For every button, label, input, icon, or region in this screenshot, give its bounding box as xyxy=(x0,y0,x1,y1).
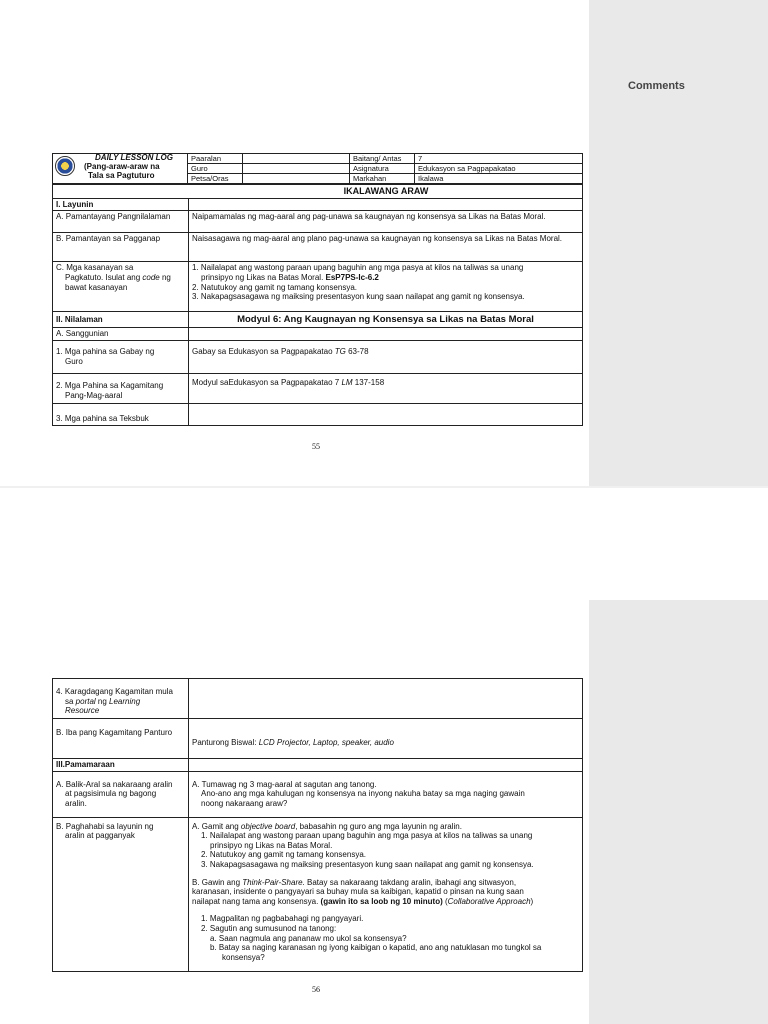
pamantayang-pangnilalaman-value[interactable]: Naipamamalas ng mag-aaral ang pag-unawa sa kaugnayan ng konsensya sa Likas na Batas Moral. xyxy=(189,211,583,233)
teacher-label: Guro xyxy=(188,164,243,174)
teacher-value[interactable] xyxy=(243,164,350,174)
log-title-line1: DAILY LESSON LOG xyxy=(95,153,173,162)
paghahabi-b-3a: nailapat nang tama ang konsensya. xyxy=(192,896,321,906)
gabay-guro-value[interactable] xyxy=(189,340,583,373)
karagdagang-kagamitan-value[interactable] xyxy=(189,679,583,719)
pamantayan-pagganap-label: B. Pamantayan sa Pagganap xyxy=(53,233,189,262)
teksbuk-label: 3. Mga pahina sa Teksbuk xyxy=(53,403,189,425)
balik-aral-line3: noong nakaraang araw? xyxy=(201,798,288,808)
log-title-line3: Tala sa Pagtuturo xyxy=(88,170,155,180)
kagamitang-mag-aaral-label xyxy=(53,373,189,403)
paghahabi-b-think-pair-share: Think-Pair-Share. xyxy=(242,877,305,887)
comment-pane-page-1 xyxy=(589,0,768,486)
paghahabi-a-item1: 1. Nailalapat ang wastong paraan upang baguhin ang mga pasya at kilos na taliwas sa unang xyxy=(201,831,533,841)
logo-title-cell xyxy=(53,154,188,184)
paghahabi-c-q-b-cont: konsensya? xyxy=(222,952,265,962)
competency-code: EsP7PS-Ic-6.2 xyxy=(325,272,379,282)
grade-label: Baitang/ Antas xyxy=(350,154,415,164)
log-title-line2: (Pang-araw-araw na xyxy=(84,161,160,171)
quarter-value[interactable]: Ikalawa xyxy=(415,174,583,184)
kasanayan-item3: 3. Nakapagsasagawa ng maiksing presentasyon kung saan nailapat ang gamit ng konsensya. xyxy=(192,292,525,302)
date-value[interactable] xyxy=(243,174,350,184)
paghahabi-label-line2: aralin at pagganyak xyxy=(65,831,135,841)
karagdagang-label-portal: portal xyxy=(75,696,96,706)
kagamitang-value-lm: LM xyxy=(341,377,353,387)
log-title xyxy=(84,154,184,180)
balik-aral-line1: A. Tumawag ng 3 mag-aaral at sagutan ang tanong. xyxy=(192,779,377,789)
paghahabi-a-1a: A. Gamit ang xyxy=(192,821,241,831)
page-number-2: 56 xyxy=(312,985,320,994)
gabay-guro-label-line2: Guro xyxy=(65,356,83,366)
grade-value[interactable]: 7 xyxy=(415,154,583,164)
karagdagang-label-ng: ng xyxy=(95,696,110,706)
subject-value[interactable]: Edukasyon sa Pagpapakatao xyxy=(415,164,583,174)
panturong-biswal-items: LCD Projector, Laptop, speaker, audio xyxy=(258,738,394,747)
day-title: IKALAWANG ARAW xyxy=(53,185,583,199)
kagamitang-value-pages: 137-158 xyxy=(352,377,385,387)
kasanayan-label-code-word: code xyxy=(142,272,160,282)
paghahabi-value[interactable] xyxy=(189,817,583,971)
kasanayan-item2: 2. Natutukoy ang gamit ng tamang konsensya. xyxy=(192,282,357,292)
kasanayan-label-line1: C. Mga kasanayan sa xyxy=(56,263,134,273)
kasanayan-label-line3: bawat kasanayan xyxy=(65,282,128,292)
teksbuk-value[interactable] xyxy=(189,403,583,425)
kagamitang-value-a: Modyul saEdukasyon sa Pagpapakatao 7 xyxy=(192,377,342,387)
page-separator xyxy=(0,486,768,488)
karagdagang-kagamitan-label xyxy=(53,679,189,719)
kasanayan-label xyxy=(53,262,189,312)
kasanayan-value[interactable] xyxy=(189,262,583,312)
section-pamamaraan-blank xyxy=(189,759,583,772)
paghahabi-label xyxy=(53,817,189,971)
kasanayan-label-line2a: Pagkatuto. Isulat ang xyxy=(65,272,143,282)
balik-aral-value[interactable] xyxy=(189,771,583,817)
kasanayan-item1: 1. Nailalapat ang wastong paraan upang baguhin ang mga pasya at kilos na taliwas sa unang xyxy=(192,263,524,273)
balik-aral-label-line3: aralin. xyxy=(65,798,87,808)
gabay-guro-value-a: Gabay sa Edukasyon sa Pagpapakatao xyxy=(192,346,335,356)
kagamitang-mag-aaral-value[interactable] xyxy=(189,373,583,403)
balik-aral-label-line1: A. Balik-Aral sa nakaraang aralin xyxy=(56,779,173,789)
kagamitang-label-line2: Pang-Mag-aaral xyxy=(65,390,123,400)
comments-label: Comments xyxy=(628,80,685,92)
header-table xyxy=(52,153,583,184)
panturong-biswal-label: Panturong Biswal: xyxy=(192,738,259,747)
paghahabi-b-1a: B. Gawin ang xyxy=(192,877,243,887)
sanggunian-label: A. Sanggunian xyxy=(53,328,189,341)
kasanayan-label-line2c: ng xyxy=(159,272,171,282)
deped-seal-icon xyxy=(55,156,75,176)
karagdagang-label-sa: sa xyxy=(65,696,76,706)
gabay-guro-value-pages: 63-78 xyxy=(345,346,369,356)
module-title: Modyul 6: Ang Kaugnayan ng Konsensya sa Likas na Batas Moral xyxy=(189,312,583,328)
paghahabi-b-time: (gawin ito sa loob ng 10 minuto) xyxy=(320,896,443,906)
section-pamamaraan-heading: III.Pamamaraan xyxy=(53,759,189,772)
gabay-guro-label xyxy=(53,340,189,373)
sanggunian-blank xyxy=(189,328,583,341)
section-layunin-blank xyxy=(189,198,583,211)
pamantayang-pangnilalaman-label: A. Pamantayang Pangnilalaman xyxy=(53,211,189,233)
paghahabi-a-item2: 2. Natutukoy ang gamit ng tamang konsensya. xyxy=(201,850,366,860)
paghahabi-a-objective-board: objective board xyxy=(240,821,296,831)
lesson-table-page-1 xyxy=(52,184,583,426)
school-label: Paaralan xyxy=(188,154,243,164)
paghahabi-b-3c: ( xyxy=(442,896,448,906)
kagamitang-label-line1: 2. Mga Pahina sa Kagamitang xyxy=(56,380,164,390)
paghahabi-c-item1: 1. Magpalitan ng pagbabahagi ng pangyayari. xyxy=(201,914,364,924)
page-number-1: 55 xyxy=(312,442,320,451)
balik-aral-line2: Ano-ano ang mga kahulugan ng konsensya na inyong nakuha batay sa mga naging gawain xyxy=(201,789,525,799)
comment-pane-page-2 xyxy=(589,600,768,1024)
iba-pang-kagamitan-label: B. Iba pang Kagamitang Panturo xyxy=(53,719,189,759)
paghahabi-label-line1: B. Paghahabi sa layunin ng xyxy=(56,821,154,831)
paghahabi-b-approach: Collaborative Approach xyxy=(447,896,531,906)
paghahabi-a-1c: , babasahin ng guro ang mga layunin ng aralin. xyxy=(295,821,462,831)
paghahabi-c-item2: 2. Sagutin ang sumusunod na tanong: xyxy=(201,923,337,933)
balik-aral-label xyxy=(53,771,189,817)
paghahabi-b-line2: karanasan, insidente o pangyayari sa buhay mula sa kaibigan, kapatid o pinsan na kung saan xyxy=(192,887,524,897)
karagdagang-label-resource: Resource xyxy=(65,706,100,716)
section-layunin-heading: I. Layunin xyxy=(53,198,189,211)
paghahabi-c-q-b: b. Batay sa naging karanasan ng iyong kaibigan o kapatid, ano ang natuklasan mo tungkol sa xyxy=(210,943,542,953)
paghahabi-a-item1-cont: prinsipyo ng Likas na Batas Moral. xyxy=(210,840,333,850)
balik-aral-label-line2: at pagsisimula ng bagong xyxy=(65,789,157,799)
pamantayan-pagganap-value[interactable]: Naisasagawa ng mag-aaral ang plano pag-unawa sa kaugnayan ng konsensya sa Likas na Batas Moral. xyxy=(189,233,583,262)
kasanayan-item1-cont: prinsipyo ng Likas na Batas Moral. xyxy=(201,272,326,282)
gabay-guro-label-line1: 1. Mga pahina sa Gabay ng xyxy=(56,346,155,356)
paghahabi-c-q-a: a. Saan nagmula ang pananaw mo ukol sa konsensya? xyxy=(210,933,407,943)
paghahabi-b-3e: ) xyxy=(530,896,534,906)
school-value[interactable] xyxy=(243,154,350,164)
paghahabi-b-1c: Batay sa nakaraang takdang aralin, ibahagi ang sitwasyon, xyxy=(304,877,517,887)
section-nilalaman-heading: II. Nilalaman xyxy=(53,312,189,328)
lesson-table-page-2 xyxy=(52,678,583,972)
paghahabi-a-item3: 3. Nakapagsasagawa ng maiksing presentasyon kung saan nailapat ang gamit ng konsensya. xyxy=(201,859,534,869)
karagdagang-label-learning: Learning xyxy=(109,696,141,706)
iba-pang-kagamitan-value[interactable] xyxy=(189,719,583,759)
subject-label: Asignatura xyxy=(350,164,415,174)
date-label: Petsa/Oras xyxy=(188,174,243,184)
karagdagang-label-line1: 4. Karagdagang Kagamitan mula xyxy=(56,687,173,696)
quarter-label: Markahan xyxy=(350,174,415,184)
gabay-guro-value-tg: TG xyxy=(334,346,346,356)
